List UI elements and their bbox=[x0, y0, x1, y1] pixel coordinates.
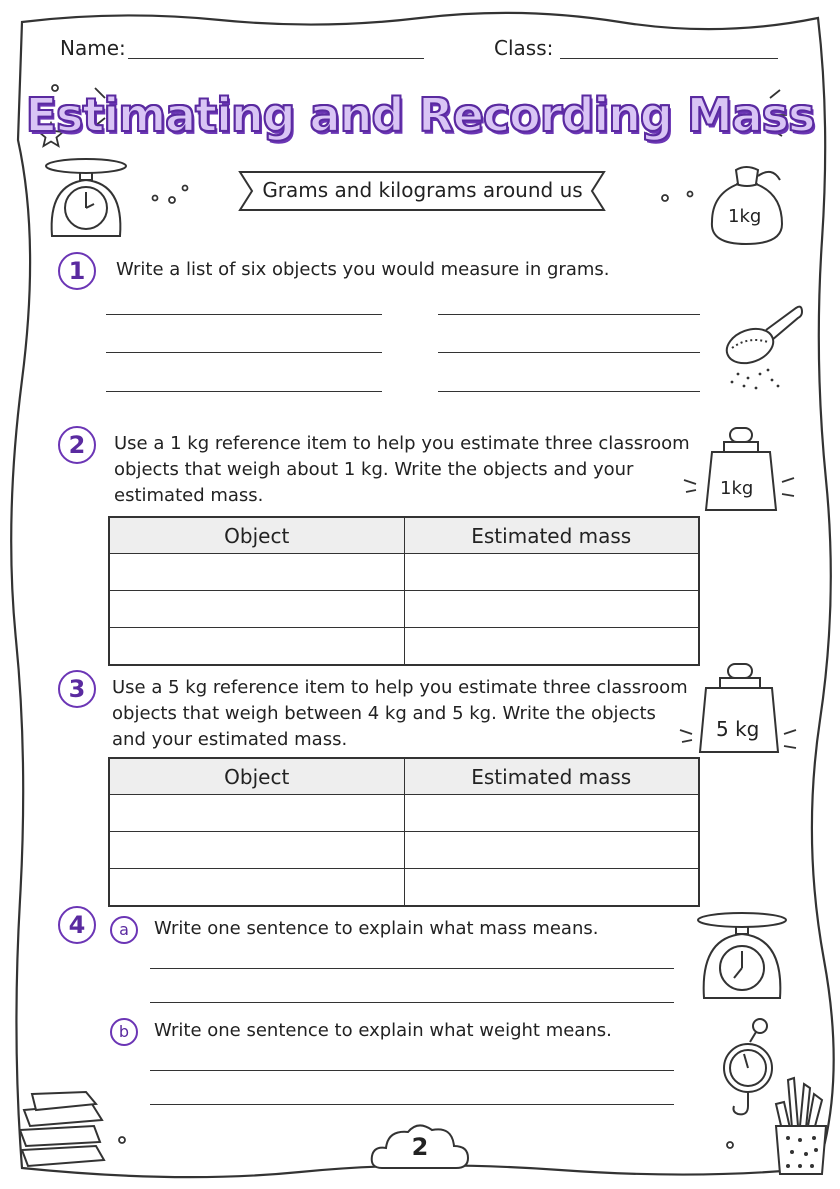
question-3-text: Use a 5 kg reference item to help you estimate three classroom objects that weigh between 4 kg and 5 kg. Write the objects and your estimated mass. bbox=[112, 677, 688, 750]
question-2-number: 2 bbox=[58, 426, 96, 464]
spoon-icon bbox=[718, 300, 808, 396]
estimate-table-1 bbox=[108, 516, 700, 666]
table-header-estimated-mass: Estimated mass bbox=[404, 517, 699, 554]
page-title: Estimating and Recording Mass bbox=[25, 88, 815, 142]
estimate-table-2 bbox=[108, 757, 700, 907]
table-header-estimated-mass: Estimated mass bbox=[404, 758, 699, 795]
question-1-text: Write a list of six objects you would measure in grams. bbox=[116, 259, 610, 280]
answer-line[interactable] bbox=[438, 391, 700, 392]
name-field[interactable] bbox=[128, 58, 424, 59]
answer-line[interactable] bbox=[438, 314, 700, 315]
table-row bbox=[109, 628, 699, 666]
scale-icon bbox=[42, 156, 130, 242]
books-icon bbox=[14, 1090, 114, 1172]
answer-line[interactable] bbox=[150, 968, 674, 969]
name-label: Name: bbox=[60, 36, 126, 60]
class-label: Class: bbox=[494, 36, 554, 60]
weight-1-label: 1kg bbox=[720, 478, 754, 499]
subtitle: Grams and kilograms around us bbox=[262, 178, 583, 202]
question-1-number: 1 bbox=[58, 252, 96, 290]
table-cell[interactable] bbox=[404, 554, 699, 591]
answer-line[interactable] bbox=[106, 391, 382, 392]
table-row bbox=[109, 795, 699, 832]
answer-line[interactable] bbox=[438, 352, 700, 353]
question-4b-text: Write one sentence to explain what weight means. bbox=[154, 1020, 612, 1041]
page-number: 2 bbox=[411, 1133, 429, 1161]
table-cell[interactable] bbox=[109, 869, 404, 907]
table-row bbox=[109, 869, 699, 907]
question-4a-letter: a bbox=[110, 916, 138, 944]
table-cell[interactable] bbox=[404, 628, 699, 666]
question-2-text: Use a 1 kg reference item to help you estimate three classroom objects that weigh about 1 kg. Write the objects and your estimated mass. bbox=[114, 433, 690, 506]
weight-5-label: 5 kg bbox=[716, 717, 760, 741]
question-4-number: 4 bbox=[58, 906, 96, 944]
table-cell[interactable] bbox=[109, 795, 404, 832]
table-header-object: Object bbox=[109, 517, 404, 554]
table-cell[interactable] bbox=[109, 832, 404, 869]
sack-label: 1kg bbox=[728, 206, 762, 227]
answer-line[interactable] bbox=[106, 314, 382, 315]
table-cell[interactable] bbox=[109, 628, 404, 666]
weight-icon bbox=[678, 424, 798, 518]
table-cell[interactable] bbox=[404, 591, 699, 628]
answer-line[interactable] bbox=[150, 1070, 674, 1071]
question-4b-letter: b bbox=[110, 1018, 138, 1046]
answer-line[interactable] bbox=[106, 352, 382, 353]
answer-line[interactable] bbox=[150, 1002, 674, 1003]
question-3-number: 3 bbox=[58, 670, 96, 708]
table-row bbox=[109, 554, 699, 591]
sack-icon bbox=[706, 162, 788, 248]
table-cell[interactable] bbox=[109, 591, 404, 628]
weight-icon bbox=[676, 660, 802, 760]
table-cell[interactable] bbox=[109, 554, 404, 591]
table-cell[interactable] bbox=[404, 869, 699, 907]
class-field[interactable] bbox=[560, 58, 778, 59]
scale-icon bbox=[694, 910, 790, 1004]
question-4a-text: Write one sentence to explain what mass means. bbox=[154, 918, 599, 939]
pencil-cup-icon bbox=[770, 1074, 832, 1178]
table-cell[interactable] bbox=[404, 832, 699, 869]
table-row bbox=[109, 832, 699, 869]
table-header-object: Object bbox=[109, 758, 404, 795]
table-row bbox=[109, 591, 699, 628]
table-cell[interactable] bbox=[404, 795, 699, 832]
answer-line[interactable] bbox=[150, 1104, 674, 1105]
